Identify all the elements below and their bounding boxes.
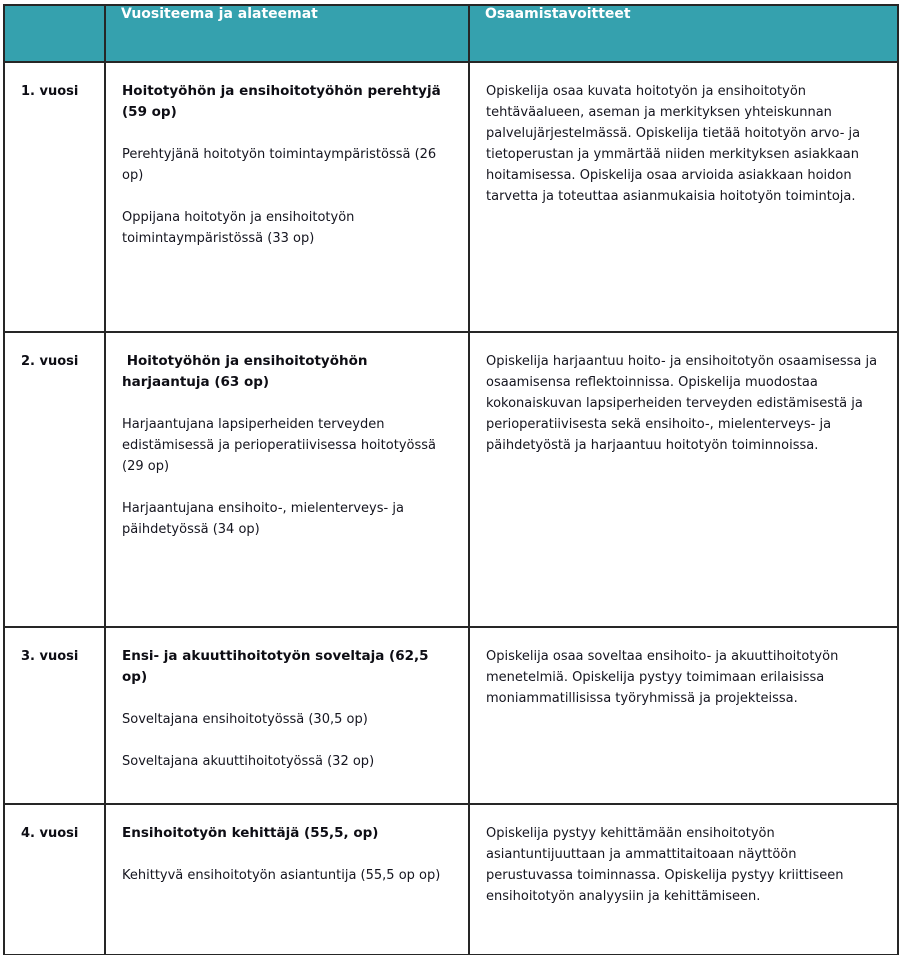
objectives-cell — [469, 627, 898, 804]
objectives-text: Opiskelija osaa soveltaa ensihoito- ja akuuttihoitotyön menetelmiä. Opiskelija pystyy toimimaan erilaisissa moniammatillisissa työryhmissä ja projekteissa. — [486, 649, 839, 706]
objectives-cell — [469, 62, 898, 332]
curriculum-table — [3, 4, 899, 955]
table-row — [4, 804, 898, 955]
theme-title: Ensihoitotyön kehittäjä (55,5, op) — [122, 825, 379, 841]
year-label: 3. vuosi — [4, 627, 105, 804]
year-label: 4. vuosi — [4, 804, 105, 955]
theme-cell — [105, 62, 469, 332]
year-label: 1. vuosi — [4, 62, 105, 332]
subtheme: Soveltajana akuuttihoitotyössä (32 op) — [122, 754, 375, 769]
theme-title: Ensi- ja akuuttihoitotyön soveltaja (62,5 op) — [122, 648, 434, 685]
theme-cell — [105, 804, 469, 955]
header-row — [4, 5, 898, 62]
theme-title: Hoitotyöhön ja ensihoitotyöhön harjaantuja (63 op) — [122, 353, 373, 390]
header-theme-cell: Vuositeema ja alateemat — [105, 5, 469, 62]
theme-title: Hoitotyöhön ja ensihoitotyöhön perehtyjä (59 op) — [122, 83, 446, 120]
subtheme: Kehittyvä ensihoitotyön asiantuntija (55,5 op op) — [122, 868, 441, 883]
table-row — [4, 627, 898, 804]
subtheme: Harjaantujana ensihoito-, mielenterveys- ja päihdetyössä (34 op) — [122, 501, 404, 537]
table-row — [4, 62, 898, 332]
header-objectives-cell: Osaamistavoitteet — [469, 5, 898, 62]
subtheme: Oppijana hoitotyön ja ensihoitotyön toimintaympäristössä (33 op) — [122, 210, 355, 246]
theme-cell — [105, 627, 469, 804]
year-label: 2. vuosi — [4, 332, 105, 627]
objectives-cell — [469, 332, 898, 627]
table-row — [4, 332, 898, 627]
header-year-cell — [4, 5, 105, 62]
subtheme: Harjaantujana lapsiperheiden terveyden edistämisessä ja perioperatiivisessa hoitotyössä (29 op) — [122, 417, 436, 474]
subtheme: Soveltajana ensihoitotyössä (30,5 op) — [122, 712, 368, 727]
theme-cell — [105, 332, 469, 627]
objectives-cell — [469, 804, 898, 955]
subtheme: Perehtyjänä hoitotyön toimintaympäristössä (26 op) — [122, 147, 437, 183]
objectives-text: Opiskelija osaa kuvata hoitotyön ja ensihoitotyön tehtäväalueen, aseman ja merkityksen yhteiskunnan palvelujärjestelmässä. Opiskelija tietää hoitotyön arvo- ja tietoperustan ja ymmärtää niiden merkityksen asiakkaan hoitamisessa. Opiskelija osaa arvioida asiakkaan hoidon tarvetta ja toteuttaa asianmukaisia hoitotyön toimintoja. — [486, 84, 861, 204]
objectives-text: Opiskelija harjaantuu hoito- ja ensihoitotyön osaamisessa ja osaamisensa reflektoinnissa. Opiskelija muodostaa kokonaiskuvan lapsiperheiden terveyden edistämisestä ja perioperatiivisesta sekä ensihoito-, mielenterveys- ja päihdetyöstä ja harjaantuu hoitotyön toiminnoissa. — [486, 354, 878, 453]
table-header — [4, 5, 898, 62]
objectives-text: Opiskelija pystyy kehittämään ensihoitotyön asiantuntijuuttaan ja ammattitaitoaan näyttöön perustuvassa toiminnassa. Opiskelija pystyy kriittiseen ensihoitotyön analyysiin ja kehittämiseen. — [486, 826, 844, 904]
